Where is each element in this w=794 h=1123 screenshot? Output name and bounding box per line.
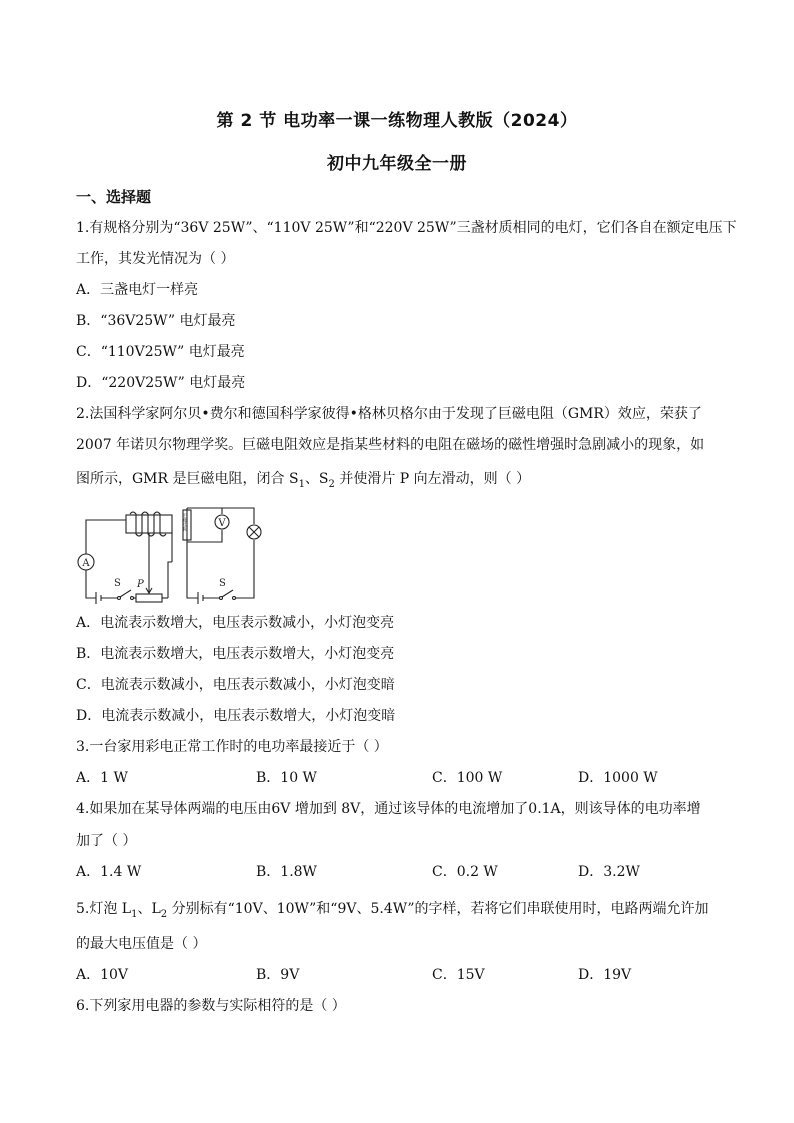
ammeter-label: A <box>82 558 90 569</box>
subscript: 2 <box>328 478 335 490</box>
q1-option-d: D．“220V25W” 电灯最亮 <box>76 375 246 391</box>
subscript: 2 <box>160 908 168 920</box>
q4-option-b: B．1.8W <box>256 864 317 880</box>
q2-text-part: 图所示，GMR 是巨磁电阻，闭合 S <box>76 471 299 487</box>
q3-stem-line1: 3.一台家用彩电正常工作时的电功率最接近于（ ） <box>76 739 388 755</box>
q2-option-b: B．电流表示数增大，电压表示数增大，小灯泡变亮 <box>76 646 395 662</box>
q1-option-b: B．“36V25W” 电灯最亮 <box>76 313 236 329</box>
q6-stem-line1: 6.下列家用电器的参数与实际相符的是（ ） <box>76 998 346 1014</box>
subscript: 1 <box>298 478 305 490</box>
q5-text-part: 、L <box>137 901 161 917</box>
slider-label: P <box>137 579 144 590</box>
q4-option-d: D．3.2W <box>578 864 640 880</box>
voltmeter-label: V <box>218 518 226 529</box>
q3-option-b: B．10 W <box>256 770 317 786</box>
q2-text-part: 、S <box>304 471 329 487</box>
section-heading: 一、选择题 <box>76 188 152 206</box>
q3-option-d: D．1000 W <box>578 770 658 786</box>
q4-option-a: A．1.4 W <box>76 864 142 880</box>
q5-text-part: 5.灯泡 L <box>76 901 132 917</box>
q2-stem-line2: 2007 年诺贝尔物理学奖。巨磁电阻效应是指某些材料的电阻在磁场的磁性增强时急剧减小的现象，如 <box>76 437 705 453</box>
q5-stem-line1 <box>76 898 709 920</box>
q5-option-b: B．9V <box>256 967 300 983</box>
q2-option-a: A．电流表示数增大，电压表示数减小，小灯泡变亮 <box>76 615 395 631</box>
switch-right-label: S <box>219 578 226 589</box>
q5-option-d: D．19V <box>578 967 632 983</box>
circuit-diagram <box>74 502 274 608</box>
q5-stem-line2: 的最大电压值是（ ） <box>76 936 207 952</box>
q1-stem-line1: 1.有规格分别为“36V 25W”、“110V 25W”和“220V 25W”三盏材质相同的电灯，它们各自在额定电压下 <box>76 220 737 236</box>
switch-left-label: S <box>114 578 121 589</box>
document-subtitle: 初中九年级全一册 <box>327 154 467 174</box>
subscript: 1 <box>131 908 138 920</box>
q2-stem-line1: 2.法国科学家阿尔贝•费尔和德国科学家彼得•格林贝格尔由于发现了巨磁电阻（GMR）效应，荣获了 <box>76 406 702 422</box>
q1-option-c: C．“110V25W” 电灯最亮 <box>76 344 245 360</box>
q1-option-a: A．三盏电灯一样亮 <box>76 282 199 298</box>
q3-option-c: C．100 W <box>432 770 503 786</box>
q3-option-a: A．1 W <box>76 770 128 786</box>
q4-stem-line2: 加了（ ） <box>76 833 137 849</box>
q2-option-d: D．电流表示数减小，电压表示数增大，小灯泡变暗 <box>76 708 396 724</box>
gmr-label: 巨磁电阻 <box>182 513 188 531</box>
q2-text-part: 并使滑片 P 向左滑动，则（ ） <box>334 471 531 487</box>
q4-stem-line1: 4.如果加在某导体两端的电压由6V 增加到 8V，通过该导体的电流增加了0.1A，则该导体的电功率增 <box>76 801 701 817</box>
q5-option-a: A．10V <box>76 967 129 983</box>
q5-text-part: 分别标有“10V、10W”和“9V、5.4W”的字样，若将它们串联使用时，电路两端允许加 <box>167 901 709 917</box>
q5-option-c: C．15V <box>432 967 485 983</box>
q2-option-c: C．电流表示数减小，电压表示数减小，小灯泡变暗 <box>76 677 395 693</box>
q4-option-c: C．0.2 W <box>432 864 498 880</box>
document-title: 第 2 节 电功率一课一练物理人教版（2024） <box>216 111 578 131</box>
q2-stem-line3 <box>76 468 530 490</box>
q1-stem-line2: 工作，其发光情况为（ ） <box>76 251 235 267</box>
